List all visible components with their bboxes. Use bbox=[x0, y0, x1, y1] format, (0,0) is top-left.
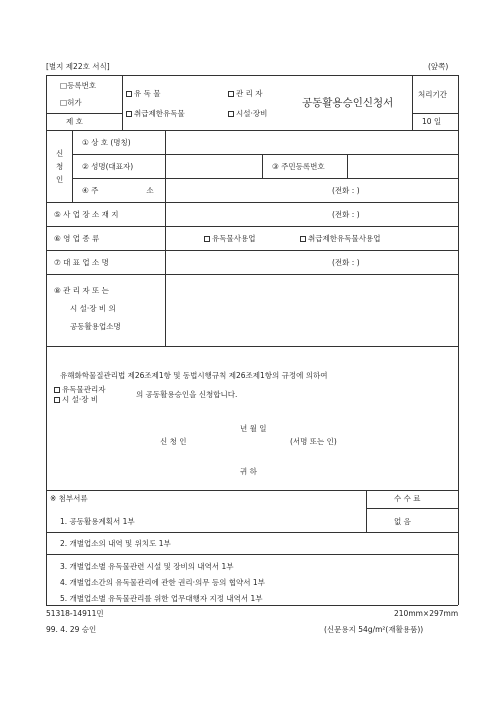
facility-label-line1: ⑧ 관 리 자 또 는 bbox=[54, 286, 109, 295]
fee-label: 수 수 료 bbox=[394, 494, 421, 503]
attachment-item: 2. 개별업소의 내역 및 위치도 1부 bbox=[60, 539, 171, 548]
statement-line2: 의 공동활용승인을 신청합니다. bbox=[136, 390, 238, 399]
page-side: (앞쪽) bbox=[428, 62, 449, 71]
checkbox-icon bbox=[228, 111, 234, 117]
statement-option-facility[interactable]: 시 설·장 비 bbox=[54, 396, 98, 404]
checkbox-icon bbox=[300, 236, 306, 242]
workplace-label: ⑤ 사 업 장 소 재 지 bbox=[54, 210, 119, 219]
attachments-title: ※ 첨부서류 bbox=[50, 494, 88, 503]
issue-number: 제 호 bbox=[66, 117, 83, 126]
date-line: 년 월 일 bbox=[240, 424, 267, 433]
checkbox-icon bbox=[54, 397, 60, 403]
business-option-toxic-use[interactable]: 유독물사용업 bbox=[204, 235, 255, 243]
processing-period-label: 처리기간 bbox=[418, 90, 447, 99]
form-title: 공동활용승인신청서 bbox=[302, 97, 394, 109]
register-number-checkbox[interactable]: □등록번호 bbox=[60, 81, 97, 90]
applicant-phone[interactable]: (전화 : ) bbox=[332, 186, 360, 195]
workplace-phone[interactable]: (전화 : ) bbox=[332, 210, 360, 219]
paper-spec: (신문용지 54g/m²(재활용품)) bbox=[324, 625, 424, 634]
facility-label-line3: 공동활용업소명 bbox=[70, 322, 121, 331]
representative-office-field[interactable] bbox=[166, 251, 326, 273]
signature-note: (서명 또는 인) bbox=[290, 437, 337, 446]
attachment-item: 4. 개별업소간의 유독물관리에 관한 권리·의무 등의 협약서 1부 bbox=[60, 578, 265, 587]
top-border bbox=[46, 75, 458, 76]
option-manager[interactable]: 관 리 자 bbox=[228, 90, 263, 98]
checkbox-icon bbox=[204, 236, 210, 242]
permit-checkbox[interactable]: □허가 bbox=[60, 98, 82, 107]
workplace-field[interactable] bbox=[166, 203, 326, 225]
address-label: ④ 주 소 bbox=[82, 186, 154, 195]
applicant-label-2: 청 bbox=[56, 162, 64, 171]
option-toxic[interactable]: 유 독 물 bbox=[126, 90, 161, 98]
representative-office-label: ⑦ 대 표 업 소 명 bbox=[54, 258, 109, 267]
form-code: 51318-14911민 bbox=[46, 609, 104, 618]
form-number: [별지 제22호 서식] bbox=[46, 62, 110, 71]
statement-option-manager[interactable]: 유독물관리자 bbox=[54, 386, 105, 394]
company-name-field[interactable] bbox=[166, 131, 457, 153]
signer-label: 신 청 인 bbox=[160, 437, 187, 446]
checkbox-icon bbox=[126, 91, 132, 97]
address-field[interactable] bbox=[166, 179, 326, 201]
representative-label: ② 성명(대표자) bbox=[82, 162, 134, 171]
company-name-label: ① 상 호 (명칭) bbox=[82, 138, 131, 147]
checkbox-icon bbox=[126, 111, 132, 117]
approval-date: 99. 4. 29 승인 bbox=[46, 625, 97, 634]
resident-number-label: ③ 주민등록번호 bbox=[272, 162, 325, 171]
processing-period-value: 10 일 bbox=[422, 117, 442, 126]
resident-number-field[interactable] bbox=[348, 155, 457, 177]
facility-label-line2: 시 설·장 비 의 bbox=[70, 304, 116, 313]
representative-office-phone[interactable]: (전화 : ) bbox=[332, 258, 360, 267]
option-restricted-toxic[interactable]: 취급제한유독물 bbox=[126, 110, 185, 118]
checkbox-icon bbox=[54, 387, 60, 393]
fee-value: 없 음 bbox=[394, 517, 411, 526]
attachment-item: 3. 개별업소별 유독물관련 시설 및 장비의 내역서 1부 bbox=[60, 562, 234, 571]
statement-line1: 유해화학물질관리법 제26조제1항 및 동법시행규칙 제26조제1항의 규정에 의하여 bbox=[60, 371, 328, 380]
option-facility[interactable]: 시설·장비 bbox=[228, 110, 267, 118]
paper-size: 210mm×297mm bbox=[394, 609, 459, 618]
facility-field[interactable] bbox=[166, 275, 457, 345]
applicant-label-1: 신 bbox=[56, 149, 64, 158]
attachment-item: 5. 개별업소별 유독물관리를 위한 업무대행자 지정 내역서 1부 bbox=[60, 594, 263, 603]
checkbox-icon bbox=[228, 91, 234, 97]
applicant-label-3: 인 bbox=[56, 175, 64, 184]
addressee: 귀 하 bbox=[240, 467, 257, 476]
business-option-restricted-use[interactable]: 취급제한유독물사용업 bbox=[300, 235, 380, 243]
representative-field[interactable] bbox=[166, 155, 261, 177]
attachment-item: 1. 공동활용계획서 1부 bbox=[60, 517, 135, 526]
business-type-label: ⑥ 영 업 종 류 bbox=[54, 234, 100, 243]
